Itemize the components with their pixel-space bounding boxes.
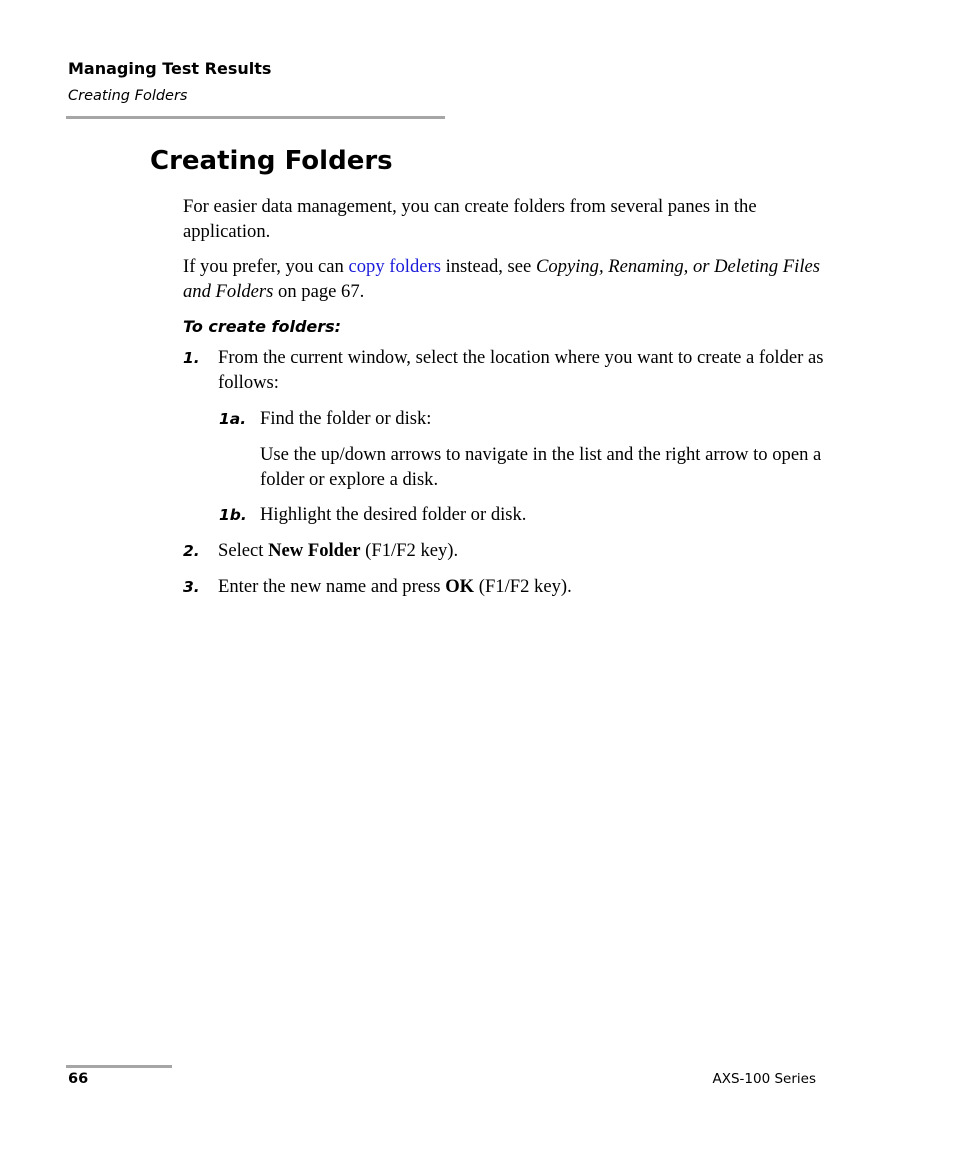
step-text — [218, 539, 843, 564]
substep-number: 1b. — [219, 506, 247, 524]
step-number: 2. — [183, 542, 200, 560]
ok-key-label: OK — [445, 576, 475, 597]
step-number: 1. — [183, 349, 200, 367]
new-folder-key-label: New Folder — [268, 540, 361, 561]
reference-page: on page 67. — [273, 280, 365, 302]
footer-divider — [66, 1065, 172, 1068]
product-name: AXS-100 Series — [712, 1071, 816, 1087]
page-title: Creating Folders — [150, 146, 393, 176]
substep-text: Find the folder or disk: — [260, 408, 432, 429]
reference-text-before-link: If you prefer, you can — [183, 256, 349, 277]
reference-paragraph — [183, 255, 843, 304]
copy-folders-link[interactable]: copy folders — [348, 256, 441, 277]
step-text-after: (F1/F2 key). — [360, 540, 459, 561]
page-number: 66 — [68, 1071, 89, 1087]
header-chapter-title: Managing Test Results — [68, 59, 272, 78]
step-text-before: Enter the new name and press — [218, 576, 446, 597]
step-text — [218, 575, 843, 600]
reference-title: Copying, Renaming, or Deleting Files and Folders — [183, 256, 820, 302]
substep-detail: Use the up/down arrows to navigate in the list and the right arrow to open a folder or explore a disk. — [260, 444, 822, 490]
header-divider — [66, 116, 445, 119]
procedure-heading: To create folders: — [183, 317, 342, 336]
step-text-after: (F1/F2 key). — [474, 576, 572, 597]
step-text-before: Select — [218, 540, 269, 561]
header-section-title: Creating Folders — [68, 88, 188, 104]
substep-number: 1a. — [219, 410, 247, 428]
intro-paragraph: For easier data management, you can create folders from several panes in the application. — [183, 196, 757, 242]
reference-text-after-link: instead, see — [440, 256, 536, 277]
running-header — [68, 58, 271, 106]
step-number: 3. — [183, 578, 200, 596]
step-text: From the current window, select the location where you want to create a folder as follows: — [218, 347, 824, 393]
substep-text: Highlight the desired folder or disk. — [260, 504, 527, 525]
